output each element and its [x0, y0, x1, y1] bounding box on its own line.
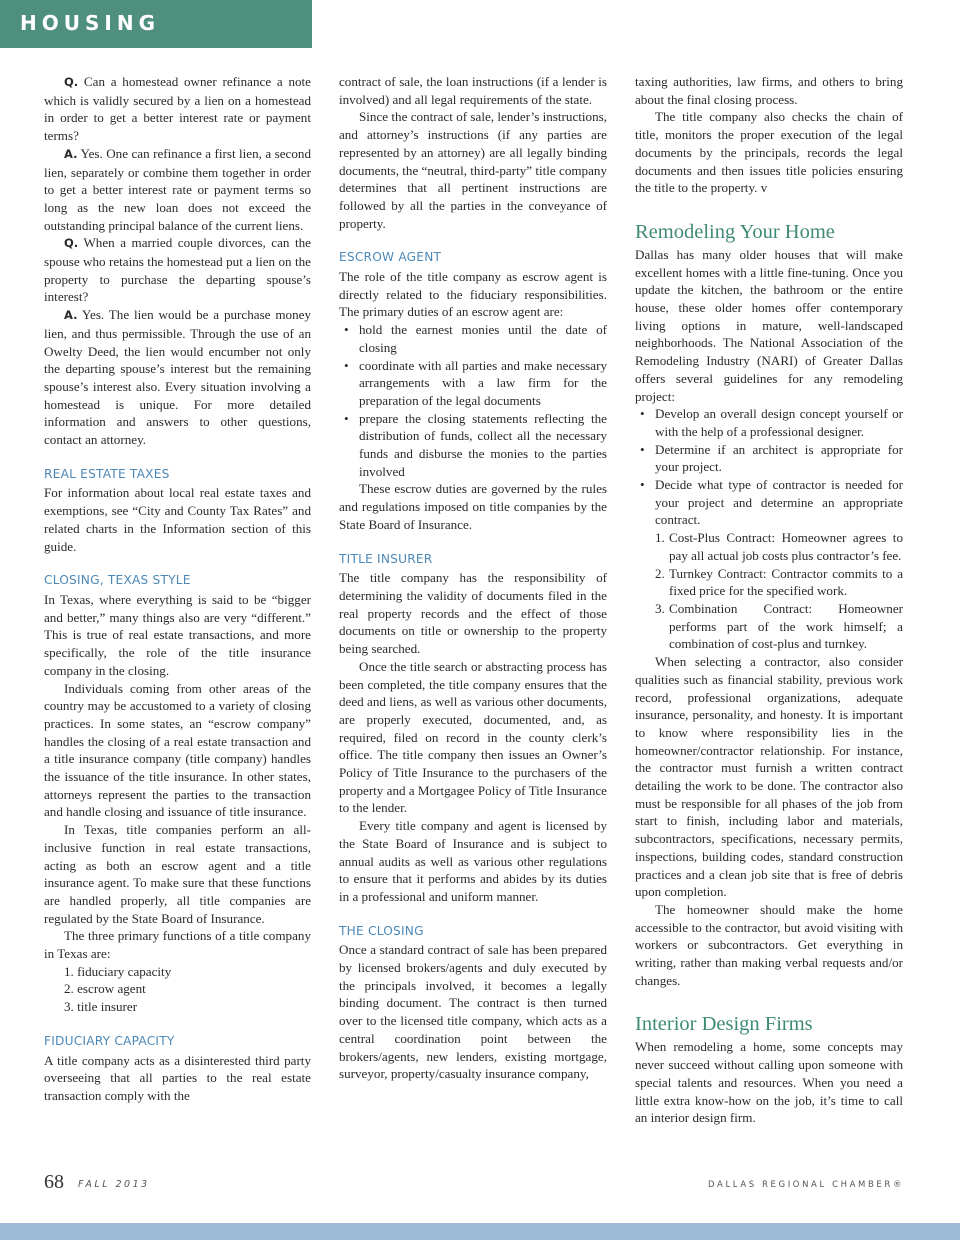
list-item-text: coordinate with all parties and make necessary arrangements with a law firm for the preparation of the legal documents: [359, 357, 607, 408]
contract-types-list: [635, 529, 903, 653]
list-item: 1. fiduciary capacity: [64, 963, 172, 979]
heading-real-estate-taxes: REAL ESTATE TAXES: [44, 466, 170, 481]
section-title: HOUSING: [20, 11, 160, 35]
list-item: [339, 321, 607, 356]
bullet-icon: •: [344, 322, 349, 338]
list-item: [339, 410, 607, 481]
heading-fiduciary-capacity: FIDUCIARY CAPACITY: [44, 1033, 175, 1048]
question-2: [44, 234, 311, 306]
list-item: [635, 476, 903, 529]
issue-label: FALL 2013: [78, 1179, 150, 1190]
list-item: 2. escrow agent: [64, 981, 146, 997]
list-item-text: Combination Contract: Homeowner performs part of the work himself; a combination of cost-plus and turnkey.: [669, 600, 903, 652]
bullet-icon: •: [344, 357, 349, 373]
column-2: [339, 73, 607, 1083]
list-number: 3.: [655, 600, 665, 616]
closing-paragraph-2: Individuals coming from other areas of the country may be accustomed to a variety of closing practices. In some states, an “escrow company” handles the closing of a real estate transaction and a title insurance company (title company) handles the issuance of the title insurance. In other states, attorneys represent the parties to the transaction and handle closing and issuance of title insurance.: [44, 680, 311, 820]
a-label: A.: [64, 308, 78, 323]
list-item-text: prepare the closing statements reflecting the distribution of funds, collect all the necessary funds and disburse the monies to the parties involved: [359, 410, 607, 479]
list-item: 3. title insurer: [64, 999, 138, 1015]
heading-closing-texas-style: CLOSING, TEXAS STYLE: [44, 573, 191, 588]
publisher-label: DALLAS REGIONAL CHAMBER®: [708, 1180, 904, 1190]
bullet-icon: •: [640, 441, 645, 457]
heading-the-closing: THE CLOSING: [339, 923, 424, 938]
q-label: Q.: [64, 236, 79, 251]
list-item: [635, 405, 903, 440]
list-item: [635, 600, 903, 653]
real-estate-taxes-text: For information about local real estate taxes and exemptions, see “City and County Tax Rates” and related charts in the Information section of this guide.: [44, 485, 311, 554]
neutral-party-paragraph: Since the contract of sale, lender’s instructions, and attorney’s instructions (if any parties are represented by an attorney) are all legally binding documents, the “neutral, third-party” title company determines that all pertinent instructions are followed by all the parties in the conveyance of property.: [339, 109, 607, 231]
heading-title-insurer: TITLE INSURER: [339, 551, 433, 566]
list-item-text: hold the earnest monies until the date of closing: [359, 322, 607, 355]
column-3: [635, 73, 903, 1127]
heading-remodeling-your-home: Remodeling Your Home: [635, 220, 835, 243]
closing-paragraph-3: In Texas, title companies perform an all-inclusive function in real estate transactions, acting as both an escrow agent and a title insurance agent. To make sure that these functions are handled properly, all title companies are regulated by the State Board of Insurance.: [44, 822, 311, 926]
escrow-intro: The role of the title company as escrow agent is directly related to the fiduciary responsibilities. The primary duties of an escrow agent are:: [339, 269, 607, 320]
title-insurer-paragraph-1: The title company has the responsibility of determining the validity of documents filed in the real property records and the effect of those documents on title or ownership to the property being searched.: [339, 570, 607, 657]
title-insurer-paragraph-3: Every title company and agent is licensed by the State Board of Insurance and is subject to annual audits as well as various other regulations to ensure that it performs and abides by its duties in a professional and uniform manner.: [339, 818, 607, 904]
a-label: A.: [64, 146, 78, 161]
list-item: [635, 565, 903, 600]
list-item-text: Cost-Plus Contract: Homeowner agrees to pay all actual job costs plus contractor’s fee.: [669, 530, 903, 563]
homeowner-access-paragraph: The homeowner should make the home accessible to the contractor, but avoid visiting with workers or subcontractors. Get everything in writing, rather than making verbal requests and/or changes.: [635, 901, 903, 988]
remodeling-guidelines-list: [635, 405, 903, 529]
functions-list: [44, 963, 311, 1016]
bullet-icon: •: [640, 406, 645, 422]
contract-paragraph: contract of sale, the loan instructions (if a lender is involved) and all legal requirements of the state.: [339, 74, 607, 107]
bottom-bar: [0, 1223, 960, 1240]
answer-2: [44, 306, 311, 449]
closing-paragraph-1: In Texas, where everything is said to be “bigger and better,” many things also are very “different.” This is true of real estate transactions, and more specifically, the role of the title insurance company in the closing.: [44, 591, 311, 678]
chain-of-title-paragraph: The title company also checks the chain of title, monitors the proper execution of the legal documents by the principals, records the legal documents and then issues title policies ensuring the title to the property. v: [635, 109, 903, 196]
section-header-bar: [0, 0, 312, 48]
heading-interior-design-firms: Interior Design Firms: [635, 1013, 813, 1036]
list-item: [635, 441, 903, 476]
list-number: 1.: [655, 530, 665, 546]
the-closing-text: Once a standard contract of sale has been prepared by licensed brokers/agents and duly executed by the principals involved, it becomes a legally binding document. The contract is then turned over to the licensed title company, which acts as a central coordination point between the brokers/agents, new lenders, existing mortgage, surveyor, property/casualty insurance company,: [339, 942, 607, 1082]
question-1-text: Can a homestead owner refinance a note which is validly secured by a lien on a homestead in order to get a better interest rate or payment terms?: [44, 74, 311, 144]
contractor-selection-paragraph: When selecting a contractor, also consider qualities such as financial stability, previous work record, professional organizations, adequate insurance, personality, and honesty. It is important to know where responsibility lies in the homeowner/contractor relationship. For instance, the contractor must furnish a written contract detailing the work to be done. The contractor also must be responsible for all phases of the job from start to finish, including labor and materials, subcontractors, specifications, necessary permits, inspections, building codes, standard construction practices and a clean job site that is free of debris upon completion.: [635, 654, 903, 900]
list-number: 2.: [655, 565, 665, 581]
answer-1: [44, 145, 311, 235]
page-number: 68: [44, 1171, 64, 1193]
answer-2-text: Yes. The lien would be a purchase money lien, and thus permissible. Through the use of an Owelty Deed, the lien would encumber not only the departing spouse’s interest but the remaining spouse’s interest also. Every situation involving a homestead is unique. For more detailed information and answers to other questions, contact an attorney.: [44, 307, 311, 448]
question-2-text: When a married couple divorces, can the spouse who retains the homestead put a lien on the property to purchase the departing spouse’s interest?: [44, 235, 311, 305]
closing-paragraph-4: The three primary functions of a title company in Texas are:: [44, 928, 311, 962]
question-1: [44, 73, 311, 145]
list-item-text: Decide what type of contractor is needed for your project and determine an appropriate contract.: [655, 477, 903, 528]
column-1: [44, 73, 311, 1105]
escrow-outro: These escrow duties are governed by the rules and regulations imposed on title companies by the State Board of Insurance.: [339, 481, 607, 532]
closing-process-paragraph: taxing authorities, law firms, and others to bring about the final closing process.: [635, 74, 903, 107]
list-item: [339, 357, 607, 410]
bullet-icon: •: [344, 410, 349, 426]
interior-design-text: When remodeling a home, some concepts may never succeed without calling upon someone with special talents and resources. When you need a little extra know-how on the job, it’s time to call an interior design firm.: [635, 1039, 903, 1126]
fiduciary-text: A title company acts as a disinterested third party overseeing that all parties to the real estate transaction comply with the: [44, 1052, 311, 1103]
list-item: [635, 529, 903, 564]
bullet-icon: •: [640, 477, 645, 493]
remodeling-intro: Dallas has many older houses that will make excellent homes with a little fine-tuning. Once you update the kitchen, the bathroom or the entire house, these older homes offer contemporary living options in mature, well-landscaped neighborhoods. The National Association of the Remodeling Industry (NARI) of Greater Dallas offers several guidelines for any remodeling project:: [635, 246, 903, 404]
q-label: Q.: [64, 75, 79, 89]
escrow-duties-list: [339, 321, 607, 480]
title-insurer-paragraph-2: Once the title search or abstracting process has been completed, the title company ensures that the deed and liens, as well as various other documents, are properly executed, documented, and, as required, filed on record in the county clerk’s office. The title company then issues an Owner’s Policy of Title Insurance to the purchasers of the property and a Mortgagee Policy of Title Insurance to the lender.: [339, 658, 607, 816]
heading-escrow-agent: ESCROW AGENT: [339, 250, 442, 265]
list-item-text: Turnkey Contract: Contractor commits to a fixed price for the specified work.: [669, 565, 903, 599]
answer-1-text: Yes. One can refinance a first lien, a second lien, separately or combine them together in order to get a better interest rate or payment terms so long as the new loan does not exceed the outstanding principal balance of the current liens.: [44, 145, 311, 233]
list-item-text: Develop an overall design concept yourself or with the help of a professional designer.: [655, 406, 903, 439]
list-item-text: Determine if an architect is appropriate for your project.: [655, 441, 903, 475]
